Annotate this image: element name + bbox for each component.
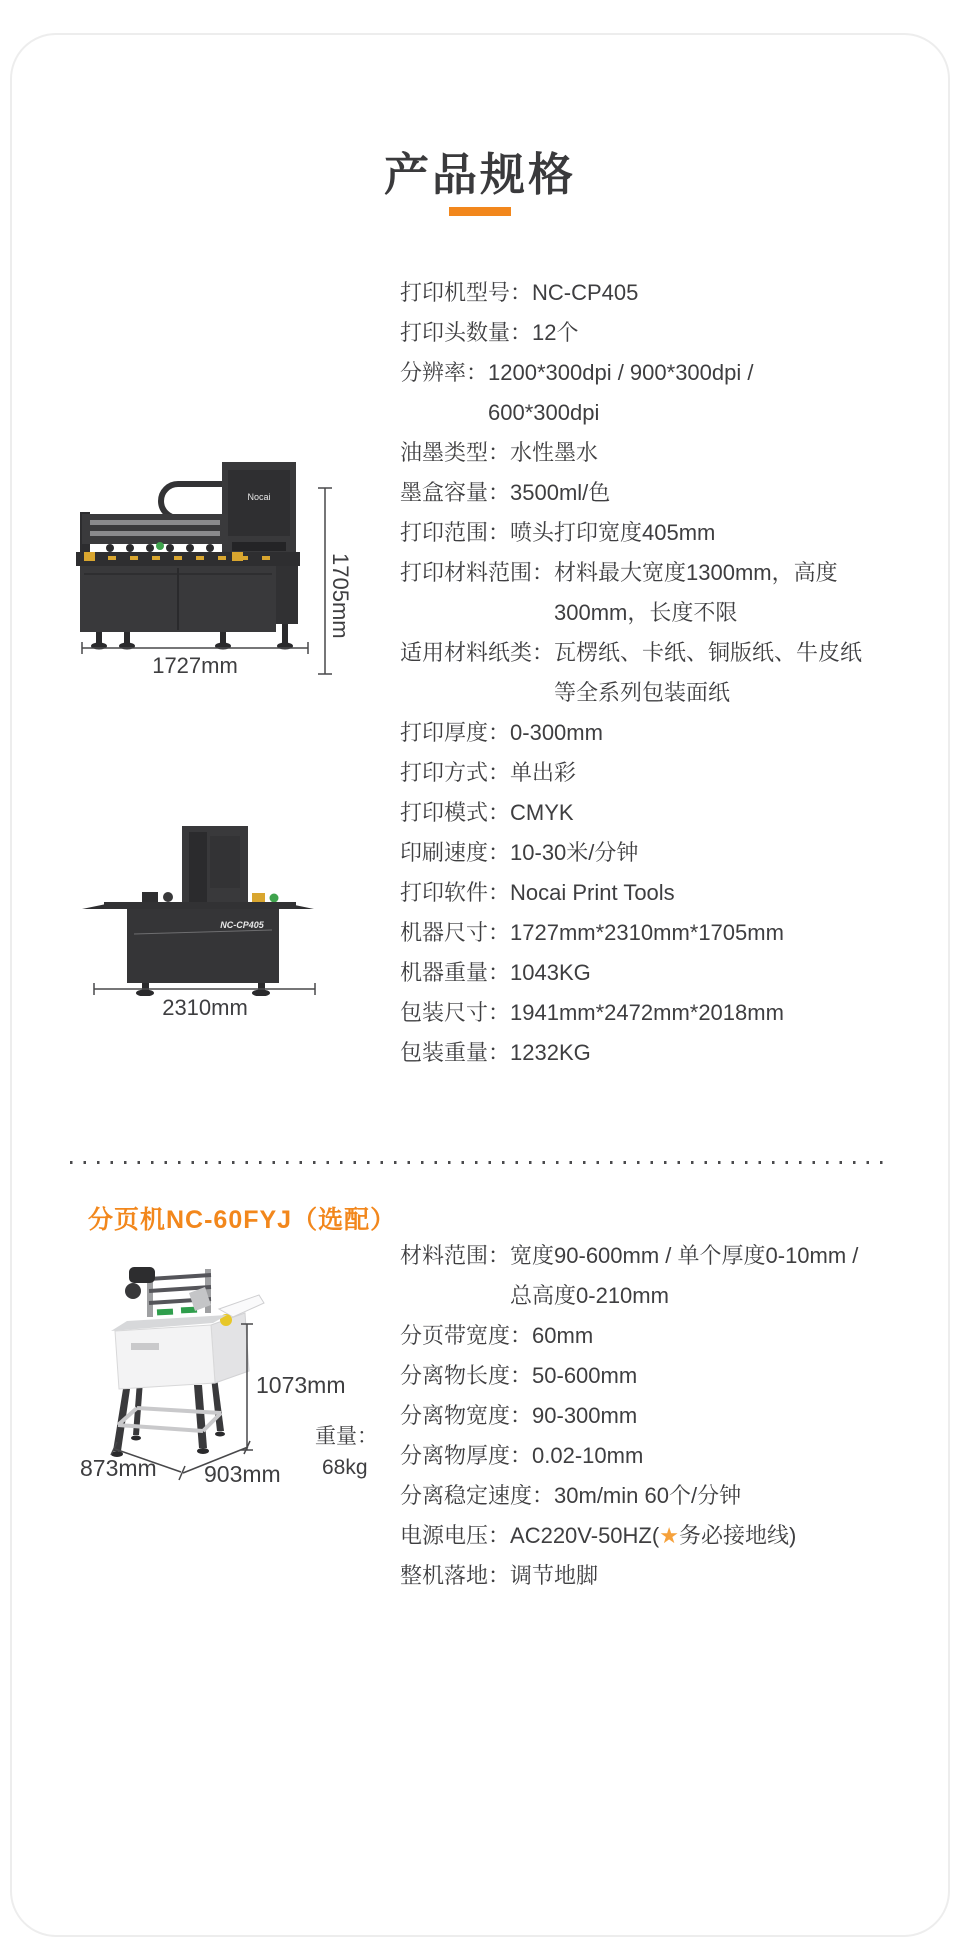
spec-label: 包装重量： xyxy=(400,1040,511,1065)
spec-row xyxy=(400,1436,886,1476)
spec-row xyxy=(400,1236,886,1316)
spec-value-line1 xyxy=(532,1396,886,1436)
spec-value-line2: 300mm，长度不限 xyxy=(554,600,738,625)
spec-value-text: AC220V-50HZ( xyxy=(510,1523,660,1548)
spec-row xyxy=(400,1516,886,1556)
spec-row xyxy=(400,433,886,473)
spec-value-text: 1232KG xyxy=(510,1040,591,1065)
spec-value-text: 调节地脚 xyxy=(510,1563,599,1588)
spec-label: 油墨类型： xyxy=(400,440,511,465)
spec-value-text: 材料最大宽度1300mm，高度 xyxy=(554,560,838,585)
spec-value xyxy=(510,1033,886,1073)
separator-spec-list xyxy=(400,1236,886,1596)
dotted-divider xyxy=(70,1161,890,1164)
spec-label: 打印模式： xyxy=(400,800,511,825)
spec-value xyxy=(510,473,886,513)
spec-value-text: 0-300mm xyxy=(510,720,603,745)
spec-label: 包装尺寸： xyxy=(400,1000,511,1025)
spec-value xyxy=(510,833,886,873)
spec-value-line2: 等全系列包装面纸 xyxy=(554,680,731,705)
spec-value-text: 宽度90-600mm / 单个厚度0-10mm / xyxy=(510,1243,859,1268)
spec-row xyxy=(400,633,886,713)
spec-value xyxy=(532,1396,886,1436)
spec-value-line1 xyxy=(532,1436,886,1476)
machine-model-text: NC-CP405 xyxy=(220,920,264,930)
spec-label: 分离物厚度： xyxy=(400,1443,533,1468)
spec-value xyxy=(510,1516,886,1556)
spec-row xyxy=(400,1316,886,1356)
depth-dimension-line xyxy=(92,982,317,996)
spec-value-text: 1941mm*2472mm*2018mm xyxy=(510,1000,784,1025)
printer-side-illustration xyxy=(82,816,314,996)
spec-label: 机器尺寸： xyxy=(400,920,511,945)
spec-value xyxy=(510,753,886,793)
dim-width-label: 1727mm xyxy=(152,653,238,678)
spec-row xyxy=(400,793,886,833)
spec-row xyxy=(400,1033,886,1073)
spec-value-text: 1727mm*2310mm*1705mm xyxy=(510,920,784,945)
separator-weight-label: 重量： xyxy=(315,1425,378,1448)
spec-label: 电源电压： xyxy=(400,1523,511,1548)
spec-value-text: 单出彩 xyxy=(510,760,577,785)
spec-value-line1 xyxy=(554,633,886,673)
spec-value-line1 xyxy=(510,753,886,793)
spec-value-line1 xyxy=(510,1516,886,1556)
spec-value-line1 xyxy=(510,433,886,473)
spec-label: 机器重量： xyxy=(400,960,511,985)
spec-value-line1 xyxy=(554,1476,886,1516)
spec-value-text: 90-300mm xyxy=(532,1403,638,1428)
spec-label: 整机落地： xyxy=(400,1563,511,1588)
spec-value-line1 xyxy=(510,913,886,953)
spec-value-text: 1043KG xyxy=(510,960,591,985)
spec-value-text: 12个 xyxy=(532,320,579,345)
spec-label: 分辨率： xyxy=(400,360,489,385)
printer-side-image xyxy=(82,816,314,996)
spec-value-line1 xyxy=(510,833,886,873)
spec-value-text: Nocai Print Tools xyxy=(510,880,675,905)
spec-value-line1 xyxy=(510,873,886,913)
separator-section-heading: 分页机NC-60FYJ（选配） xyxy=(88,1206,397,1234)
spec-label: 打印机型号： xyxy=(400,280,533,305)
spec-row xyxy=(400,353,886,433)
dim-separator-depth-label: 903mm xyxy=(204,1461,281,1487)
spec-value-line1 xyxy=(554,553,886,593)
spec-value xyxy=(532,1316,886,1356)
spec-value-line1 xyxy=(510,993,886,1033)
dim-depth-label: 2310mm xyxy=(162,995,248,1020)
spec-label: 分离物长度： xyxy=(400,1363,533,1388)
spec-label: 打印方式： xyxy=(400,760,511,785)
spec-row xyxy=(400,1556,886,1596)
spec-value-line1 xyxy=(510,713,886,753)
spec-value-text: 瓦楞纸、卡纸、铜版纸、牛皮纸 xyxy=(554,640,863,665)
printer-front-illustration xyxy=(72,456,304,654)
spec-row xyxy=(400,473,886,513)
dim-height-label: 1705mm xyxy=(328,553,353,639)
spec-row xyxy=(400,873,886,913)
spec-row xyxy=(400,273,886,313)
spec-value-text: NC-CP405 xyxy=(532,280,639,305)
separator-weight-value: 68kg xyxy=(322,1456,368,1479)
spec-value xyxy=(510,993,886,1033)
machine-logo-text: Nocai xyxy=(247,492,271,502)
spec-value-text: 10-30米/分钟 xyxy=(510,840,639,865)
spec-value xyxy=(510,953,886,993)
spec-row xyxy=(400,753,886,793)
printer-spec-list xyxy=(400,273,886,1073)
spec-value xyxy=(532,1356,886,1396)
spec-row xyxy=(400,833,886,873)
spec-row xyxy=(400,513,886,553)
spec-value-line1 xyxy=(510,513,886,553)
star-icon: ★ xyxy=(659,1523,679,1548)
spec-label: 打印软件： xyxy=(400,880,511,905)
spec-value xyxy=(510,433,886,473)
page-title: 产品规格 xyxy=(383,149,576,200)
spec-label: 打印材料范围： xyxy=(400,560,555,585)
spec-row xyxy=(400,913,886,953)
spec-value-line1 xyxy=(510,473,886,513)
spec-value xyxy=(510,513,886,553)
printer-front-image xyxy=(72,456,304,654)
spec-value-line1 xyxy=(510,1033,886,1073)
spec-value-text: 50-600mm xyxy=(532,1363,638,1388)
spec-value-line1 xyxy=(532,1356,886,1396)
spec-row xyxy=(400,1476,886,1516)
spec-value-line1 xyxy=(510,1556,886,1596)
spec-value-line1 xyxy=(532,273,886,313)
spec-value xyxy=(554,633,886,713)
spec-value xyxy=(532,1436,886,1476)
spec-label: 打印头数量： xyxy=(400,320,533,345)
spec-value-line2: 600*300dpi xyxy=(488,400,600,425)
spec-label: 材料范围： xyxy=(400,1243,511,1268)
spec-value xyxy=(510,713,886,753)
spec-value-line2: 总高度0-210mm xyxy=(510,1283,669,1308)
spec-row xyxy=(400,713,886,753)
spec-label: 墨盒容量： xyxy=(400,480,511,505)
spec-label: 适用材料纸类： xyxy=(400,640,555,665)
spec-value-line1 xyxy=(510,1236,886,1276)
spec-value xyxy=(532,273,886,313)
spec-value-line1 xyxy=(488,353,886,393)
spec-row xyxy=(400,993,886,1033)
spec-value xyxy=(554,553,886,633)
spec-row xyxy=(400,1356,886,1396)
spec-value xyxy=(532,313,886,353)
spec-value-text: 30m/min 60个/分钟 xyxy=(554,1483,742,1508)
spec-label: 分离稳定速度： xyxy=(400,1483,555,1508)
spec-value-line1 xyxy=(510,953,886,993)
dim-separator-height-label: 1073mm xyxy=(256,1372,346,1398)
spec-value xyxy=(510,793,886,833)
spec-value xyxy=(488,353,886,433)
spec-value-text: 水性墨水 xyxy=(510,440,599,465)
spec-row xyxy=(400,1396,886,1436)
spec-row xyxy=(400,553,886,633)
spec-label: 印刷速度： xyxy=(400,840,511,865)
spec-label: 分页带宽度： xyxy=(400,1323,533,1348)
spec-value-text: 1200*300dpi / 900*300dpi / xyxy=(488,360,754,385)
spec-value-text: 喷头打印宽度405mm xyxy=(510,520,716,545)
spec-value-text: CMYK xyxy=(510,800,574,825)
spec-value xyxy=(554,1476,886,1516)
spec-value xyxy=(510,873,886,913)
spec-value-text: 3500ml/色 xyxy=(510,480,611,505)
spec-value xyxy=(510,1236,886,1316)
spec-row xyxy=(400,313,886,353)
spec-label: 分离物宽度： xyxy=(400,1403,533,1428)
spec-label: 打印范围： xyxy=(400,520,511,545)
spec-value-line1 xyxy=(510,793,886,833)
spec-value-text: 60mm xyxy=(532,1323,594,1348)
title-underline-bar xyxy=(449,207,511,216)
spec-row xyxy=(400,953,886,993)
separator-height-dimension-line xyxy=(240,1322,254,1452)
spec-value xyxy=(510,913,886,953)
spec-value xyxy=(510,1556,886,1596)
dim-separator-width-label: 873mm xyxy=(80,1455,157,1481)
spec-value-text: 0.02-10mm xyxy=(532,1443,644,1468)
spec-value-text-end: 务必接地线) xyxy=(678,1523,797,1548)
spec-value-line1 xyxy=(532,1316,886,1356)
spec-label: 打印厚度： xyxy=(400,720,511,745)
spec-value-line1 xyxy=(532,313,886,353)
